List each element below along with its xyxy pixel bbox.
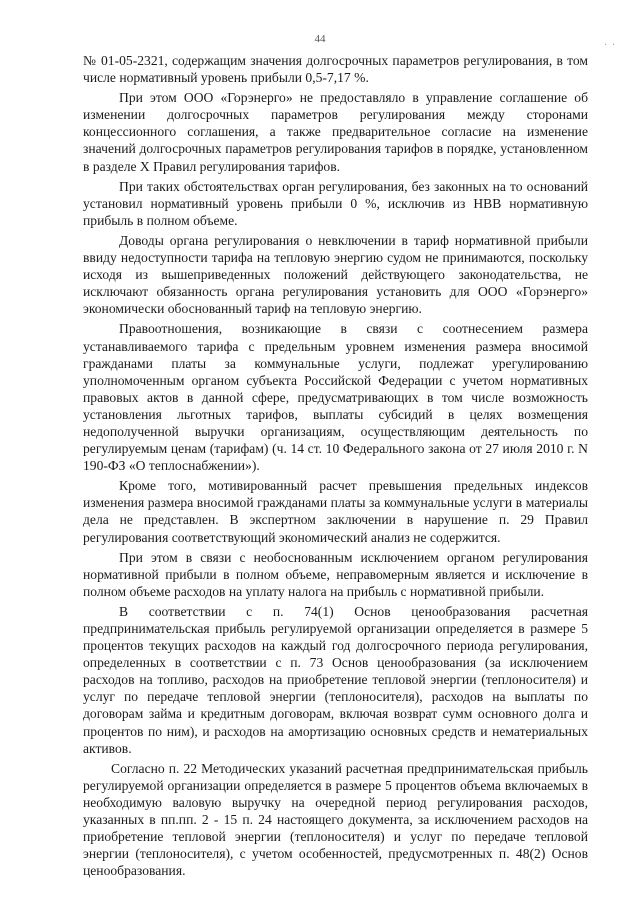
paragraph-2: При этом ООО «Горэнерго» не предоставляло в управление соглашение об изменении долгосрочных параметров регулирования между сторонами концессионного соглашения, а также предварительное согласие на изменение значений долгосрочных параметров регулирования тарифов в порядке, установленном в разделе X Правил регулирования тарифов. <box>83 90 588 174</box>
paragraph-5: Правоотношения, возникающие в связи с соотнесением размера устанавливаемого тарифа с предельным уровнем изменения размера вносимой гражданами платы за коммунальные услуги, подлежат урегулированию уполномоченным органом субъекта Российской Федерации с учетом нормативных правовых актов в данной сфере, предусматривающих в том числе возможность установления льготных тарифов, выплаты субсидий в целях возмещения недополученной выручки организациям, осуществляющим деятельность по регулируемым ценам (тарифам) (ч. 14 ст. 10 Федерального закона от 27 июля 2010 г. N 190-ФЗ «О теплоснабжении»). <box>83 321 588 474</box>
paragraph-1: № 01-05-2321, содержащим значения долгосрочных параметров регулирования, в том числе нормативный уровень прибыли 0,5-7,17 %. <box>83 53 588 86</box>
paragraph-8: В соответствии с п. 74(1) Основ ценообразования расчетная предпринимательская прибыль регулируемой организации определяется в размере 5 процентов текущих расходов на каждый год долгосрочного периода регулирования, определенных в соответствии с п. 73 Основ ценообразования (за исключением расходов на топливо, расходов на приобретение тепловой энергии (теплоносителя) и услуг по передаче тепловой энергии (теплоносителя), расходов на выплаты по договорам займа и кредитным договорам, включая возврат сумм основного долга и процентов по ним), и расходов на амортизацию основных средств и нематериальных активов. <box>83 603 588 756</box>
paragraph-7: При этом в связи с необоснованным исключением органом регулирования нормативной прибыли в полном объеме, неправомерным является и исключение в полном объеме расходов на уплату налога на прибыль с нормативной прибыли. <box>83 549 588 599</box>
document-body <box>83 52 588 879</box>
paragraph-6: Кроме того, мотивированный расчет превышения предельных индексов изменения размера вносимой гражданами платы за коммунальные услуги в материалы дела не представлен. В экспертном заключении в нарушение п. 29 Правил регулирования соответствующий экономический анализ не содержится. <box>83 478 588 545</box>
paragraph-4: Доводы органа регулирования о невключении в тариф нормативной прибыли ввиду недоступности тарифа на тепловую энергию судом не принимаются, поскольку исходя из вышеприведенных положений действующего законодательства, не исключают обязанность органа регулирования установить для ООО «Горэнерго» экономически обоснованный тариф на тепловую энергию. <box>83 232 588 317</box>
paragraph-9: Согласно п. 22 Методических указаний расчетная предпринимательская прибыль регулируемой организации определяется в размере 5 процентов объема включаемых в необходимую валовую выручку на очередной период регулирования расходов, указанных в пп.пп. 2 - 15 п. 24 настоящего документа, за исключением расходов на приобретение тепловой энергии (теплоносителя) и услуг по передаче тепловой энергии (теплоносителя), с учетом особенностей, предусмотренных п. 48(2) Основ ценообразования. <box>83 760 588 879</box>
page-number: 44 <box>314 33 326 45</box>
scan-artifact: · · <box>604 40 617 51</box>
paragraph-3: При таких обстоятельствах орган регулирования, без законных на то оснований установил нормативный уровень прибыли 0 %, исключив из НВВ нормативную прибыль в полном объеме. <box>83 178 588 228</box>
